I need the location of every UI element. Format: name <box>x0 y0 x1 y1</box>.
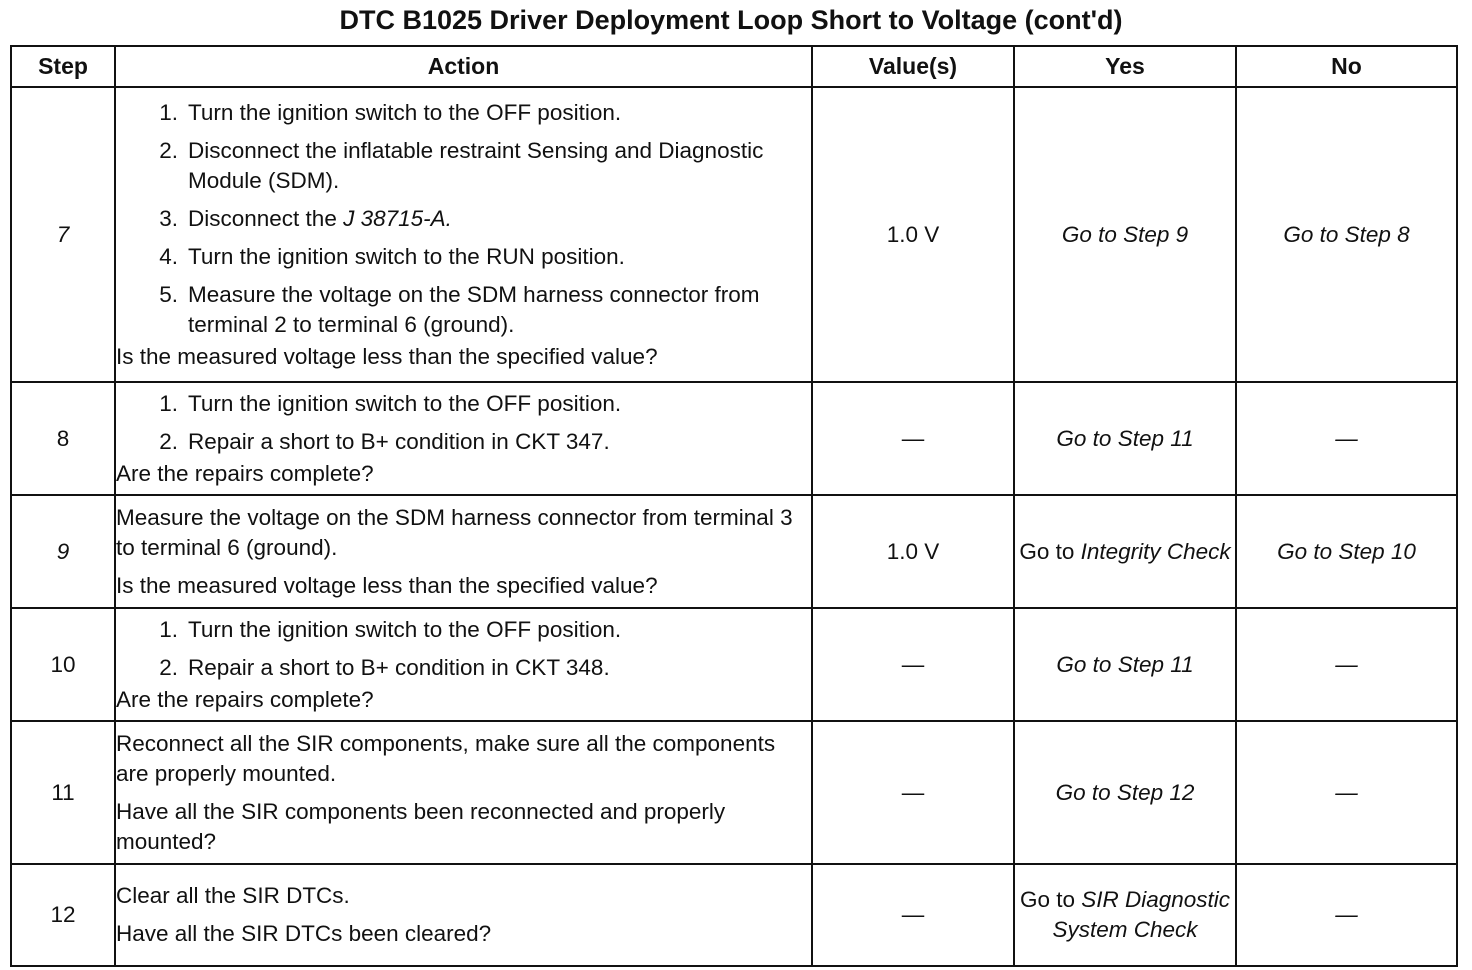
value-cell: 1.0 V <box>812 495 1014 608</box>
action-cell <box>115 608 812 721</box>
value-cell: — <box>812 382 1014 495</box>
tool-reference: J 38715-A. <box>343 205 452 231</box>
action-step: 1. Turn the ignition switch to the OFF position. <box>159 616 622 642</box>
action-step: 1. Turn the ignition switch to the OFF position. <box>159 99 622 125</box>
action-cell <box>115 495 812 608</box>
action-question: Is the measured voltage less than the specified value? <box>116 572 658 598</box>
table-header-row <box>11 46 1457 87</box>
yes-cell: Go to Step 11 <box>1014 382 1236 495</box>
no-cell: — <box>1236 608 1457 721</box>
yes-cell: Go to Integrity Check <box>1014 495 1236 608</box>
step-number: 11 <box>11 721 115 864</box>
action-step: 2. Repair a short to B+ condition in CKT 347. <box>159 428 610 454</box>
table-row <box>11 721 1457 864</box>
action-cell <box>115 382 812 495</box>
table-row <box>11 87 1457 382</box>
no-cell: Go to Step 10 <box>1236 495 1457 608</box>
header-no: No <box>1236 46 1457 87</box>
diagnostic-table <box>10 45 1458 967</box>
action-step: 2. Disconnect the inflatable restraint Sensing and Diagnostic Module (SDM). <box>159 137 764 193</box>
action-cell <box>115 721 812 864</box>
action-step: 1. Turn the ignition switch to the OFF position. <box>159 390 622 416</box>
action-step: 2. Repair a short to B+ condition in CKT 348. <box>159 654 610 680</box>
yes-cell: Go to Step 11 <box>1014 608 1236 721</box>
action-cell <box>115 864 812 966</box>
action-question: Are the repairs complete? <box>116 460 374 486</box>
step-number: 7 <box>11 87 115 382</box>
value-cell: 1.0 V <box>812 87 1014 382</box>
action-text: Clear all the SIR DTCs. <box>116 883 350 908</box>
page-title: DTC B1025 Driver Deployment Loop Short to Voltage (cont'd) <box>339 5 1123 35</box>
header-yes: Yes <box>1014 46 1236 87</box>
yes-cell: Go to Step 12 <box>1014 721 1236 864</box>
action-cell <box>115 87 812 382</box>
no-cell: — <box>1236 382 1457 495</box>
value-cell: — <box>812 864 1014 966</box>
no-cell: — <box>1236 721 1457 864</box>
header-step: Step <box>11 46 115 87</box>
table-row <box>11 608 1457 721</box>
yes-cell: Go to SIR Diagnostic System Check <box>1014 864 1236 966</box>
action-step: 4. Turn the ignition switch to the RUN position. <box>159 243 625 269</box>
table-row <box>11 495 1457 608</box>
action-question: Are the repairs complete? <box>116 686 374 712</box>
action-question: Have all the SIR DTCs been cleared? <box>116 921 492 946</box>
value-cell: — <box>812 608 1014 721</box>
step-number: 9 <box>11 495 115 608</box>
step-number: 8 <box>11 382 115 495</box>
action-step: 5. Measure the voltage on the SDM harness connector from terminal 2 to terminal 6 (ground). <box>159 281 760 337</box>
table-row <box>11 382 1457 495</box>
no-cell: — <box>1236 864 1457 966</box>
action-text: Reconnect all the SIR components, make sure all the components are properly mounted. <box>116 730 776 786</box>
step-number: 10 <box>11 608 115 721</box>
action-question: Is the measured voltage less than the specified value? <box>116 343 658 369</box>
value-cell: — <box>812 721 1014 864</box>
header-values: Value(s) <box>812 46 1014 87</box>
action-step: 3. Disconnect the J 38715-A. <box>159 205 452 231</box>
table-row <box>11 864 1457 966</box>
action-text: Measure the voltage on the SDM harness connector from terminal 3 to terminal 6 (ground). <box>116 504 793 560</box>
step-number: 12 <box>11 864 115 966</box>
header-action: Action <box>115 46 812 87</box>
action-question: Have all the SIR components been reconnected and properly mounted? <box>116 798 726 854</box>
yes-cell: Go to Step 9 <box>1014 87 1236 382</box>
no-cell: Go to Step 8 <box>1236 87 1457 382</box>
